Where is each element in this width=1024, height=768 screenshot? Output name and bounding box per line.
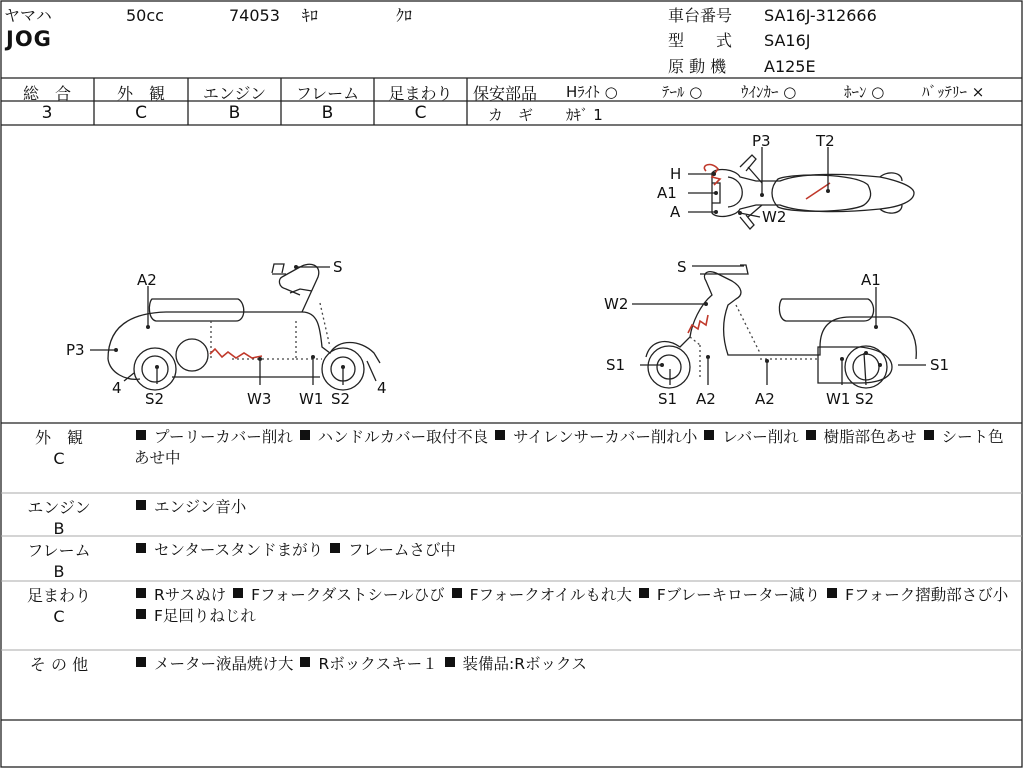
left-view-seat (149, 299, 243, 321)
label-left-S: S (333, 258, 343, 276)
remark-notes-exterior: プーリーカバー削れ ハンドルカバー取付不良 サイレンサーカバー削れ小 レバー削れ 樹脂部色あせ シート色あせ中 (134, 428, 1004, 467)
safety-item-winker: ｳｲﾝｶｰ ○ (741, 83, 797, 101)
grade-label-engine: エンジン (202, 84, 267, 103)
type-value: SA16J (764, 31, 811, 50)
body-color: ｸﾛ (396, 6, 413, 25)
safety-parts-label: 保安部品 (473, 84, 538, 103)
left-view-rear-wheel (134, 348, 176, 390)
label-left-P3: P3 (66, 341, 85, 359)
grade-value-exterior: C (135, 103, 147, 123)
label-left-A2: A2 (137, 271, 157, 289)
label-right-A1: A1 (861, 271, 881, 289)
label-top-T2: T2 (816, 132, 835, 150)
label-right-S: S (677, 258, 687, 276)
displacement: 50cc (126, 6, 164, 25)
remark-notes-other: メーター液晶焼け大 Rボックスキー１ 装備品:Rボックス (134, 654, 1014, 675)
safety-item-battery: ﾊﾞｯﾃﾘｰ × (922, 83, 985, 101)
label-right-A2a: A2 (696, 390, 716, 408)
label-left-4a: 4 (112, 379, 122, 397)
remark-notes-suspension: Rサスぬけ Fフォークダストシールひび Fフォークオイルもれ大 Fブレーキローター減り Fフォーク摺動部さび小 F足回りねじれ (134, 585, 1014, 627)
model-name: JOG (6, 27, 52, 51)
grade-value-overall: 3 (41, 103, 53, 123)
type-label: 型 式 (668, 31, 733, 50)
tail-status: ○ (689, 83, 703, 101)
headlight-status: ○ (604, 83, 618, 101)
label-left-W1: W1 (299, 390, 324, 408)
frame-no-label: 車台番号 (668, 6, 733, 25)
grade-value-suspension: C (414, 103, 427, 123)
engine-value: A125E (764, 57, 816, 76)
remark-category-suspension: 足まわり C (0, 585, 118, 627)
remark-grade-frame: B (53, 562, 65, 581)
remark-grade-engine: B (53, 519, 65, 538)
scooter-left-view (90, 264, 380, 390)
top-view-seat (772, 175, 871, 211)
label-left-S2b: S2 (331, 390, 351, 408)
right-view-seat (779, 299, 873, 321)
label-right-W1: W1 (826, 390, 851, 408)
scooter-top-view (688, 147, 914, 229)
grade-value-frame: B (321, 103, 334, 123)
label-top-A: A (670, 203, 681, 221)
label-left-4b: 4 (377, 379, 387, 397)
horn-status: ○ (871, 83, 885, 101)
label-left-S2: S2 (145, 390, 165, 408)
remark-category-engine: エンジン B (0, 497, 118, 539)
label-top-H: H (670, 165, 682, 183)
remark-category-exterior: 外 観 C (0, 427, 118, 469)
left-view-front-cover (279, 264, 318, 312)
grade-value-engine: B (228, 103, 241, 123)
remark-notes-frame: センタースタンドまがり フレームさび中 (134, 540, 1014, 561)
frame-no: SA16J-312666 (764, 6, 877, 25)
grade-label-frame: フレーム (295, 84, 360, 103)
label-right-S2: S2 (855, 390, 875, 408)
grade-label-overall: 総 合 (22, 84, 71, 103)
label-top-P3: P3 (752, 132, 771, 150)
winker-status: ○ (783, 83, 797, 101)
label-right-S1c: S1 (658, 390, 678, 408)
remark-category-other: そ の 他 (29, 655, 89, 674)
damage-diagram (0, 127, 1024, 423)
safety-item-tail: ﾃｰﾙ ○ (662, 83, 703, 101)
label-left-W3: W3 (247, 390, 272, 408)
label-top-W2: W2 (762, 208, 787, 226)
damage-mark-left-body (210, 349, 262, 358)
battery-status: × (971, 83, 985, 101)
safety-item-headlight: Hﾗｲﾄ ○ (566, 83, 618, 101)
reg-number-suffix: ｷﾛ (302, 6, 319, 25)
remark-notes-engine: エンジン音小 (134, 497, 1014, 518)
label-right-S1b: S1 (930, 356, 950, 374)
label-right-W2: W2 (604, 295, 629, 313)
key-label: カ ギ (488, 106, 534, 124)
left-view-body-outline (108, 312, 380, 363)
maker: ヤマハ (4, 6, 52, 25)
grade-label-suspension: 足まわり (388, 84, 453, 103)
reg-number: 74053 (229, 6, 280, 25)
key-value: ｶｷﾞ 1 (566, 106, 603, 124)
engine-label: 原 動 機 (668, 57, 727, 76)
scooter-right-view (632, 265, 926, 388)
safety-item-horn: ﾎｰﾝ ○ (844, 83, 885, 101)
label-right-S1a: S1 (606, 356, 626, 374)
label-right-A2b: A2 (755, 390, 775, 408)
right-view-front-wheel (648, 346, 690, 388)
grade-label-exterior: 外 観 (116, 84, 165, 103)
remark-grade-suspension: C (53, 607, 65, 626)
label-top-A1: A1 (657, 184, 677, 202)
remark-grade-exterior: C (53, 449, 65, 468)
remark-category-frame: フレーム B (0, 540, 118, 582)
